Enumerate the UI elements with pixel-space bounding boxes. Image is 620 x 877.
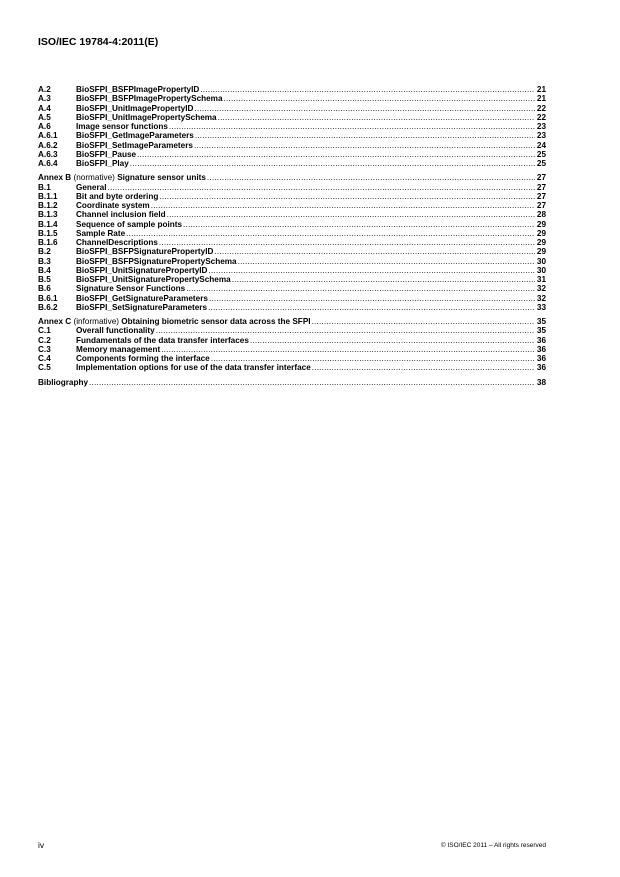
toc-entry-number: B.3 [38,256,51,266]
toc-entry-title: General [76,182,107,192]
toc-entry-number: B.5 [38,275,51,284]
toc-entry-number: A.4 [38,103,51,113]
toc-entry-page: 21 [536,85,546,94]
toc-leader-dots [108,183,535,192]
toc-leader-dots [194,104,535,113]
toc-entry-title: BioSFPI_SetSignatureParameters [76,302,208,312]
toc-entry[interactable] [38,141,546,150]
toc-entry-page: 25 [536,159,546,168]
toc-entry[interactable] [38,229,546,238]
toc-entry-page: 28 [536,210,546,220]
toc-entry-page: 21 [536,94,546,104]
toc-entry-number: A.6.2 [38,140,58,150]
toc-entry-title: BioSFPI_BSFPSignaturePropertyID [76,247,214,257]
toc-entry[interactable] [38,303,546,312]
toc-leader-dots [218,113,535,122]
toc-entry-title: Fundamentals of the data transfer interfaces [76,335,249,345]
toc-entry-number: C.5 [38,363,51,373]
toc-entry-number: C.3 [38,344,51,354]
toc-entry-title: Annex B (normative) Signature sensor units [38,173,206,183]
toc-entry-number: B.1.5 [38,228,58,238]
toc-entry-number: B.1.3 [38,210,58,220]
toc-entry-page: 22 [536,103,546,113]
toc-entry-title: BioSFPI_Play [76,159,129,168]
toc-leader-dots [169,122,535,131]
toc-entry-title: BioSFPI_GetSignatureParameters [76,293,208,303]
toc-entry[interactable] [38,192,546,201]
toc-leader-dots [195,131,535,140]
toc-entry-page: 29 [536,247,546,257]
toc-entry-number: B.6 [38,284,51,294]
document-id-header: ISO/IEC 19784-4:2011(E) [38,36,159,48]
toc-entry-number: C.4 [38,354,51,363]
toc-leader-dots [186,284,535,293]
toc-entry[interactable] [38,122,546,131]
toc-entry-title: Implementation options for use of the data transfer interface [76,363,311,373]
toc-entry[interactable] [38,247,546,256]
toc-entry-page: 24 [536,140,546,150]
toc-entry[interactable] [38,345,546,354]
toc-entry-number: B.1.4 [38,219,58,229]
toc-entry-title: Sample Rate [76,228,126,238]
toc-entry-page: 36 [536,344,546,354]
toc-leader-dots [208,303,535,312]
toc-entry-title: BioSFPI_UnitSignaturePropertyID [76,265,208,275]
toc-entry[interactable] [38,336,546,345]
toc-entry[interactable] [38,354,546,363]
page-number: iv [38,840,45,850]
toc-leader-dots [250,336,535,345]
toc-entry[interactable] [38,85,546,94]
toc-leader-dots [238,257,535,266]
toc-leader-dots [214,247,534,256]
toc-leader-dots [209,294,535,303]
toc-entry[interactable] [38,131,546,140]
toc-entry-number: B.6.2 [38,302,58,312]
toc-entry-title: Memory management [76,344,161,354]
toc-leader-dots [200,85,535,94]
toc-entry-number: B.6.1 [38,293,58,303]
toc-entry-page: 36 [536,354,546,363]
toc-entry-number: B.1 [38,182,51,192]
toc-entry[interactable] [38,150,546,159]
toc-entry-title: Sequence of sample points [76,219,183,229]
toc-entry-title: BioSFPI_BSFPImagePropertyID [76,85,200,94]
toc-entry-title: Image sensor functions [76,122,168,131]
toc-entry-number: A.2 [38,85,51,94]
toc-entry-number: B.4 [38,265,51,275]
toc-entry-page: 33 [536,302,546,312]
toc-entry-title: Overall functionality [76,326,155,336]
toc-entry[interactable] [38,275,546,284]
toc-leader-dots [89,378,535,387]
toc-entry-page: 23 [536,131,546,141]
toc-entry-title: BioSFPI_UnitSignaturePropertySchema [76,275,231,284]
toc-entry[interactable] [38,238,546,247]
toc-entry-page: 31 [536,275,546,284]
toc-group-annex-a [38,85,546,168]
toc-entry-number: B.1.1 [38,191,58,201]
toc-entry[interactable] [38,363,546,372]
toc-entry-title: Coordinate system [76,201,150,210]
toc-entry-page: 27 [536,182,546,192]
toc-leader-dots [312,363,535,372]
toc-entry-title: Annex C (informative) Obtaining biometric sensor data across the SFPI [38,317,311,326]
toc-entry-page: 27 [536,201,546,210]
toc-entry[interactable] [38,159,546,168]
toc-leader-dots [208,266,534,275]
toc-leader-dots [159,192,535,201]
toc-entry-number: C.1 [38,326,51,336]
toc-group-annex-c [38,326,546,372]
toc-entry[interactable] [38,94,546,103]
toc-leader-dots [224,94,535,103]
toc-entry-page: 38 [536,377,546,387]
toc-entry[interactable] [38,326,546,335]
toc-entry-title: BioSFPI_BSFPImagePropertySchema [76,94,223,104]
table-of-contents [38,85,546,387]
toc-entry-page: 29 [536,238,546,247]
toc-entry-number: A.6.3 [38,149,58,159]
toc-entry-title: Bit and byte ordering [76,191,159,201]
toc-entry[interactable] [38,183,546,192]
toc-entry-title: Signature Sensor Functions [76,284,186,294]
toc-entry-title: BioSFPI_UnitImagePropertySchema [76,112,217,122]
toc-leader-dots [137,150,535,159]
toc-entry-title: BioSFPI_SetImageParameters [76,140,193,150]
toc-entry-number: B.1.6 [38,238,58,247]
toc-entry-page: 22 [536,112,546,122]
toc-entry-page: 36 [536,363,546,373]
toc-entry-title: BioSFPI_Pause [76,149,137,159]
toc-entry-page: 25 [536,149,546,159]
toc-entry-bibliography[interactable] [38,378,546,387]
toc-entry-page: 35 [536,326,546,336]
toc-entry[interactable] [38,294,546,303]
toc-leader-dots [156,326,535,335]
toc-leader-dots [159,238,535,247]
toc-entry[interactable] [38,284,546,293]
toc-entry-page: 27 [536,191,546,201]
toc-entry-title: BioSFPI_BSFPSignaturePropertySchema [76,256,237,266]
toc-entry[interactable] [38,201,546,210]
toc-entry-number: A.6.1 [38,131,58,141]
toc-entry-page: 32 [536,284,546,294]
toc-entry[interactable] [38,210,546,219]
toc-entry-number: C.2 [38,335,51,345]
toc-entry-page: 35 [536,317,546,326]
copyright-notice: © ISO/IEC 2011 – All rights reserved [440,842,546,849]
toc-entry[interactable] [38,220,546,229]
toc-leader-dots [312,317,535,326]
toc-entry[interactable] [38,104,546,113]
toc-leader-dots [211,354,535,363]
toc-entry-page: 30 [536,256,546,266]
toc-leader-dots [151,201,535,210]
toc-entry-page: 29 [536,219,546,229]
toc-entry-annex-b[interactable] [38,173,546,182]
toc-entry[interactable] [38,113,546,122]
toc-entry-title: Components forming the interface [76,354,210,363]
toc-entry-page: 36 [536,335,546,345]
toc-leader-dots [167,210,535,219]
toc-leader-dots [130,159,535,168]
toc-entry-number: B.2 [38,247,51,257]
toc-leader-dots [161,345,535,354]
toc-entry[interactable] [38,257,546,266]
toc-leader-dots [232,275,535,284]
toc-leader-dots [194,141,535,150]
toc-entry-page: 32 [536,293,546,303]
toc-entry-number: A.6.4 [38,159,58,168]
toc-entry-title: Bibliography [38,377,89,387]
toc-leader-dots [207,173,535,182]
toc-entry-number: A.5 [38,112,51,122]
toc-entry-number: A.3 [38,94,51,104]
toc-leader-dots [126,229,535,238]
toc-entry-number: B.1.2 [38,201,58,210]
toc-entry-number: A.6 [38,122,51,131]
toc-group-annex-b [38,183,546,313]
toc-leader-dots [183,220,535,229]
toc-entry-title: BioSFPI_UnitImagePropertyID [76,103,194,113]
toc-entry-page: 29 [536,228,546,238]
toc-entry-title: ChannelDescriptions [76,238,158,247]
toc-entry-title: Channel inclusion field [76,210,166,220]
toc-entry-page: 27 [536,173,546,183]
toc-entry-title: BioSFPI_GetImageParameters [76,131,194,141]
toc-entry-annex-c[interactable] [38,317,546,326]
toc-entry-page: 30 [536,265,546,275]
toc-entry-page: 23 [536,122,546,131]
toc-entry[interactable] [38,266,546,275]
